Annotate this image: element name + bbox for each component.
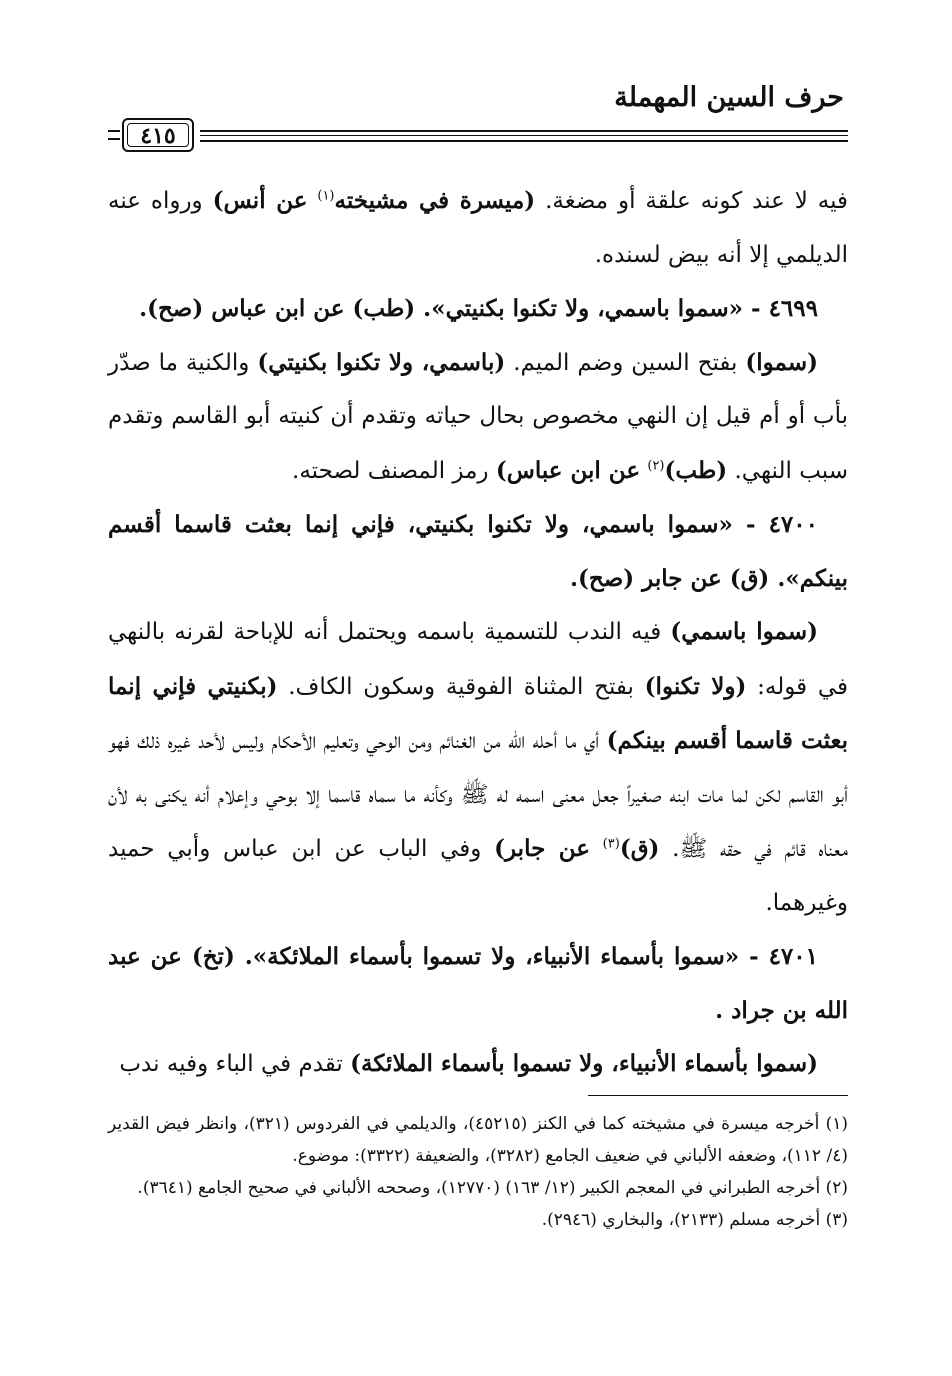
paragraph-continuation: فيه لا عند كونه علقة أو مضغة. (ميسرة في مشيخته$^{(١)}$ عن أنس) ورواه عنه الديلمي إلا أنه بيض لسنده. <box>108 187 849 268</box>
hadith-entry-4700: ٤٧٠٠ - «سموا باسمي، ولا تكنوا بكنيتي، فإني إنما بعثت قاسما أقسم بينكم». (ق) عن جابر (صح). <box>108 511 848 592</box>
main-text <box>108 174 848 1092</box>
header-rule-ornament <box>108 116 848 158</box>
footnote-ref: (٢) <box>647 457 665 473</box>
commentary-paragraph: (سموا بأسماء الأنبياء، ولا تسموا بأسماء الملائكة) تقدم في الباء وفيه ندب <box>119 1050 818 1077</box>
page-number-frame <box>122 118 194 152</box>
commentary-paragraph: (سموا) بفتح السين وضم الميم. (باسمي، ولا تكنوا بكنيتي) والكنية ما صدّر بأب أو أم قيل إن النهي مخصوص بحال حياته وتقدم أن كنيته أبو القاسم وتقدم سبب النهي. (طب)$^{(٢)}$ عن ابن عباس) رمز المصنف لصحته. <box>108 348 848 484</box>
header-rule-line <box>200 135 848 136</box>
rule-end-ornament <box>108 130 120 140</box>
header-rule-line <box>200 130 848 132</box>
footnote-ref: (١) <box>317 188 335 204</box>
footnote-1: (١) أخرجه ميسرة في مشيخته كما في الكنز (٤٥٢١٥)، والديلمي في الفردوس (٣٢١)، وانظر فيض القدير (٤/ ١١٢)، وضعفه الألباني في ضعيف الجامع (٣٢٨٢)، والضعيفة (٣٣٢٢): موضوع. <box>108 1114 848 1166</box>
hadith-entry-4701: ٤٧٠١ - «سموا بأسماء الأنبياء، ولا تسموا بأسماء الملائكة». (تخ) عن عبد الله بن جراد . <box>108 943 848 1024</box>
header-rule-line <box>200 140 848 142</box>
commentary-paragraph: (سموا باسمي) فيه الندب للتسمية باسمه ويحتمل أنه للإباحة لقرنه بالنهي في قوله: (ولا تكنوا) بفتح المثناة الفوقية وسكون الكاف. (بكنيتي فإني إنما بعثت قاسما أقسم بينكم) أي ما أحله الله من الغنائم ومن الوحي وتعليم الأحكام وليس لأحد غيره ذلك فهو أبو القاسم لكن لما مات ابنه صغيراً جعل معنى اسمه له ﷺ وكأنه ما سماه قاسما إلا بوحي وإعلام أنه يكنى به لأن معناه قائم في حقه ﷺ. (ق)$^{(٣)}$ عن جابر) وفي الباب عن ابن عباس وأبي حميد وغيرهما. <box>108 618 849 916</box>
footnote-ref: (٣) <box>602 836 620 852</box>
running-header-title: حرف السين المهملة <box>614 82 844 113</box>
footnote-separator <box>588 1095 848 1096</box>
page-number: ٤١٥ <box>140 123 176 149</box>
footnotes <box>108 1108 848 1236</box>
hadith-entry-4699: ٤٦٩٩ - «سموا باسمي، ولا تكنوا بكنيتي». (طب) عن ابن عباس (صح). <box>139 295 818 322</box>
footnote-2: (٢) أخرجه الطبراني في المعجم الكبير (١٢/ ١٦٣) (١٢٧٧٠)، وصححه الألباني في صحيح الجامع (٣٦٤١). <box>137 1178 848 1198</box>
footnote-3: (٣) أخرجه مسلم (٢١٣٣)، والبخاري (٢٩٤٦). <box>541 1210 848 1230</box>
